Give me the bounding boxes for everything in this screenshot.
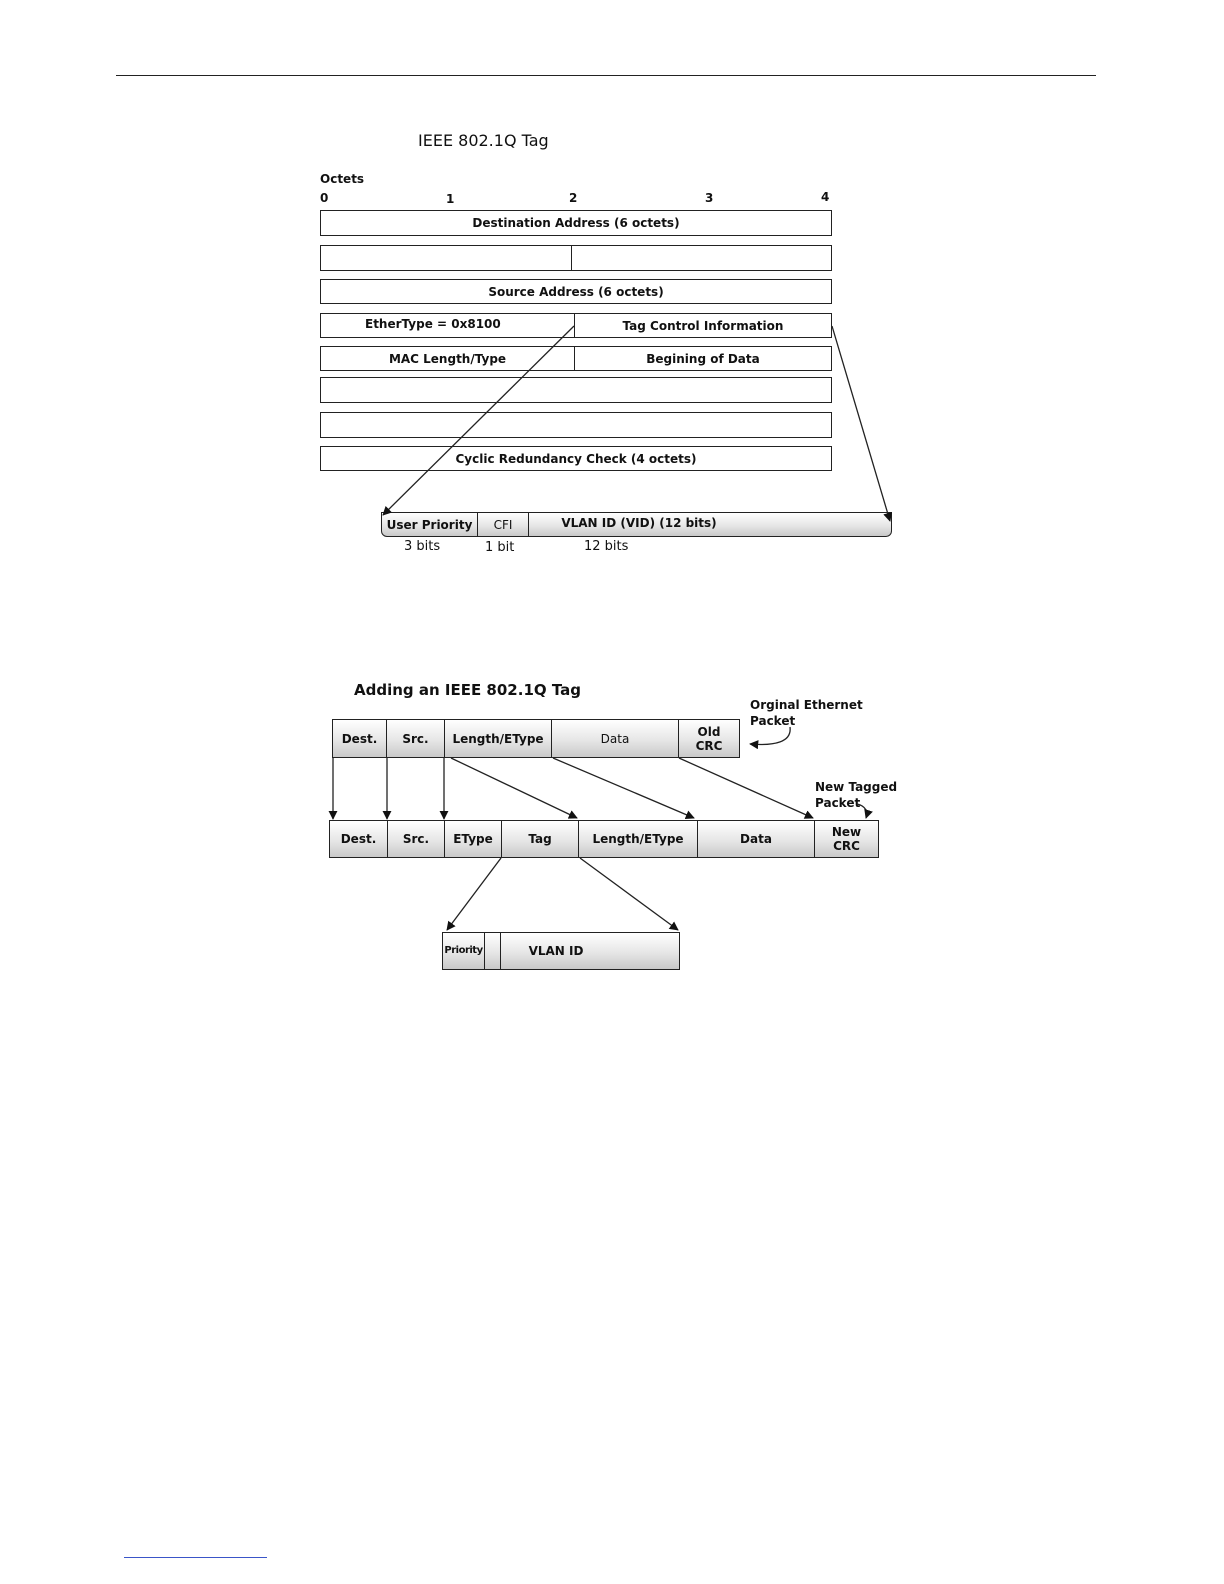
- octets-label: Octets: [320, 172, 365, 186]
- tag-priority-field: Priority: [443, 933, 485, 969]
- tag-to-priority-arrow: [447, 858, 501, 930]
- octet-number-4: 4: [821, 190, 830, 204]
- cfi-bits-label: 1 bit: [485, 540, 515, 555]
- original-note-line-1: Orginal Ethernet: [750, 698, 863, 712]
- orig-data-field: Data: [552, 720, 679, 757]
- tagged-note-line-2: Packet: [815, 796, 861, 810]
- crc-shift-arrow: [679, 758, 813, 818]
- mac-length-type-label: MAC Length/Type: [321, 347, 575, 370]
- length-shift-arrow: [451, 758, 577, 818]
- new-length-etype-field: Length/EType: [579, 821, 698, 857]
- new-data-field: Data: [698, 821, 815, 857]
- user-priority-field: User Priority: [382, 513, 478, 536]
- tag-to-vlan-arrow: [580, 858, 678, 930]
- original-note-line-2: Packet: [750, 714, 796, 728]
- destination-address-label: Destination Address (6 octets): [472, 216, 680, 230]
- octet-number-1: 1: [446, 192, 455, 206]
- diagram2-title: Adding an IEEE 802.1Q Tag: [354, 681, 582, 699]
- orig-length-etype-field: Length/EType: [445, 720, 552, 757]
- old-crc-line-2: CRC: [695, 738, 723, 753]
- tci-to-vid-end-arrow: [832, 326, 890, 521]
- octet-number-0: 0: [320, 191, 329, 205]
- tci-to-priority-arrow: [383, 326, 574, 515]
- diagram1-title: IEEE 802.1Q Tag: [418, 131, 549, 150]
- priority-bits-label: 3 bits: [404, 539, 441, 554]
- orig-src-field: Src.: [387, 720, 445, 757]
- orig-dest-field: Dest.: [333, 720, 387, 757]
- new-dest-field: Dest.: [330, 821, 388, 857]
- ethertype-label: EtherType = 0x8100: [321, 314, 575, 337]
- beginning-of-data-label: Begining of Data: [646, 351, 760, 366]
- vlan-id-field: VLAN ID (VID) (12 bits): [561, 515, 717, 530]
- crc-label: Cyclic Redundancy Check (4 octets): [455, 451, 697, 466]
- source-address-label: Source Address (6 octets): [488, 284, 664, 299]
- new-tag-field: Tag: [502, 821, 579, 857]
- vid-bits-label: 12 bits: [584, 539, 629, 554]
- new-crc-line-2: CRC: [833, 839, 860, 853]
- data-shift-arrow: [553, 758, 694, 818]
- tagged-note-line-1: New Tagged: [815, 780, 898, 794]
- new-src-field: Src.: [388, 821, 445, 857]
- cfi-field: CFI: [478, 513, 529, 536]
- new-crc-line-1: New: [831, 825, 862, 839]
- original-note-arrow: [750, 727, 790, 744]
- old-crc-line-1: Old: [697, 724, 721, 739]
- tag-control-information-label: Tag Control Information: [622, 318, 784, 333]
- tag-vlan-id-field: VLAN ID: [528, 944, 584, 958]
- tagged-note-arrow: [857, 804, 867, 818]
- octet-number-2: 2: [569, 191, 578, 205]
- octet-number-3: 3: [705, 191, 714, 205]
- new-etype-field: EType: [445, 821, 502, 857]
- footer-link-rule: [124, 1557, 267, 1558]
